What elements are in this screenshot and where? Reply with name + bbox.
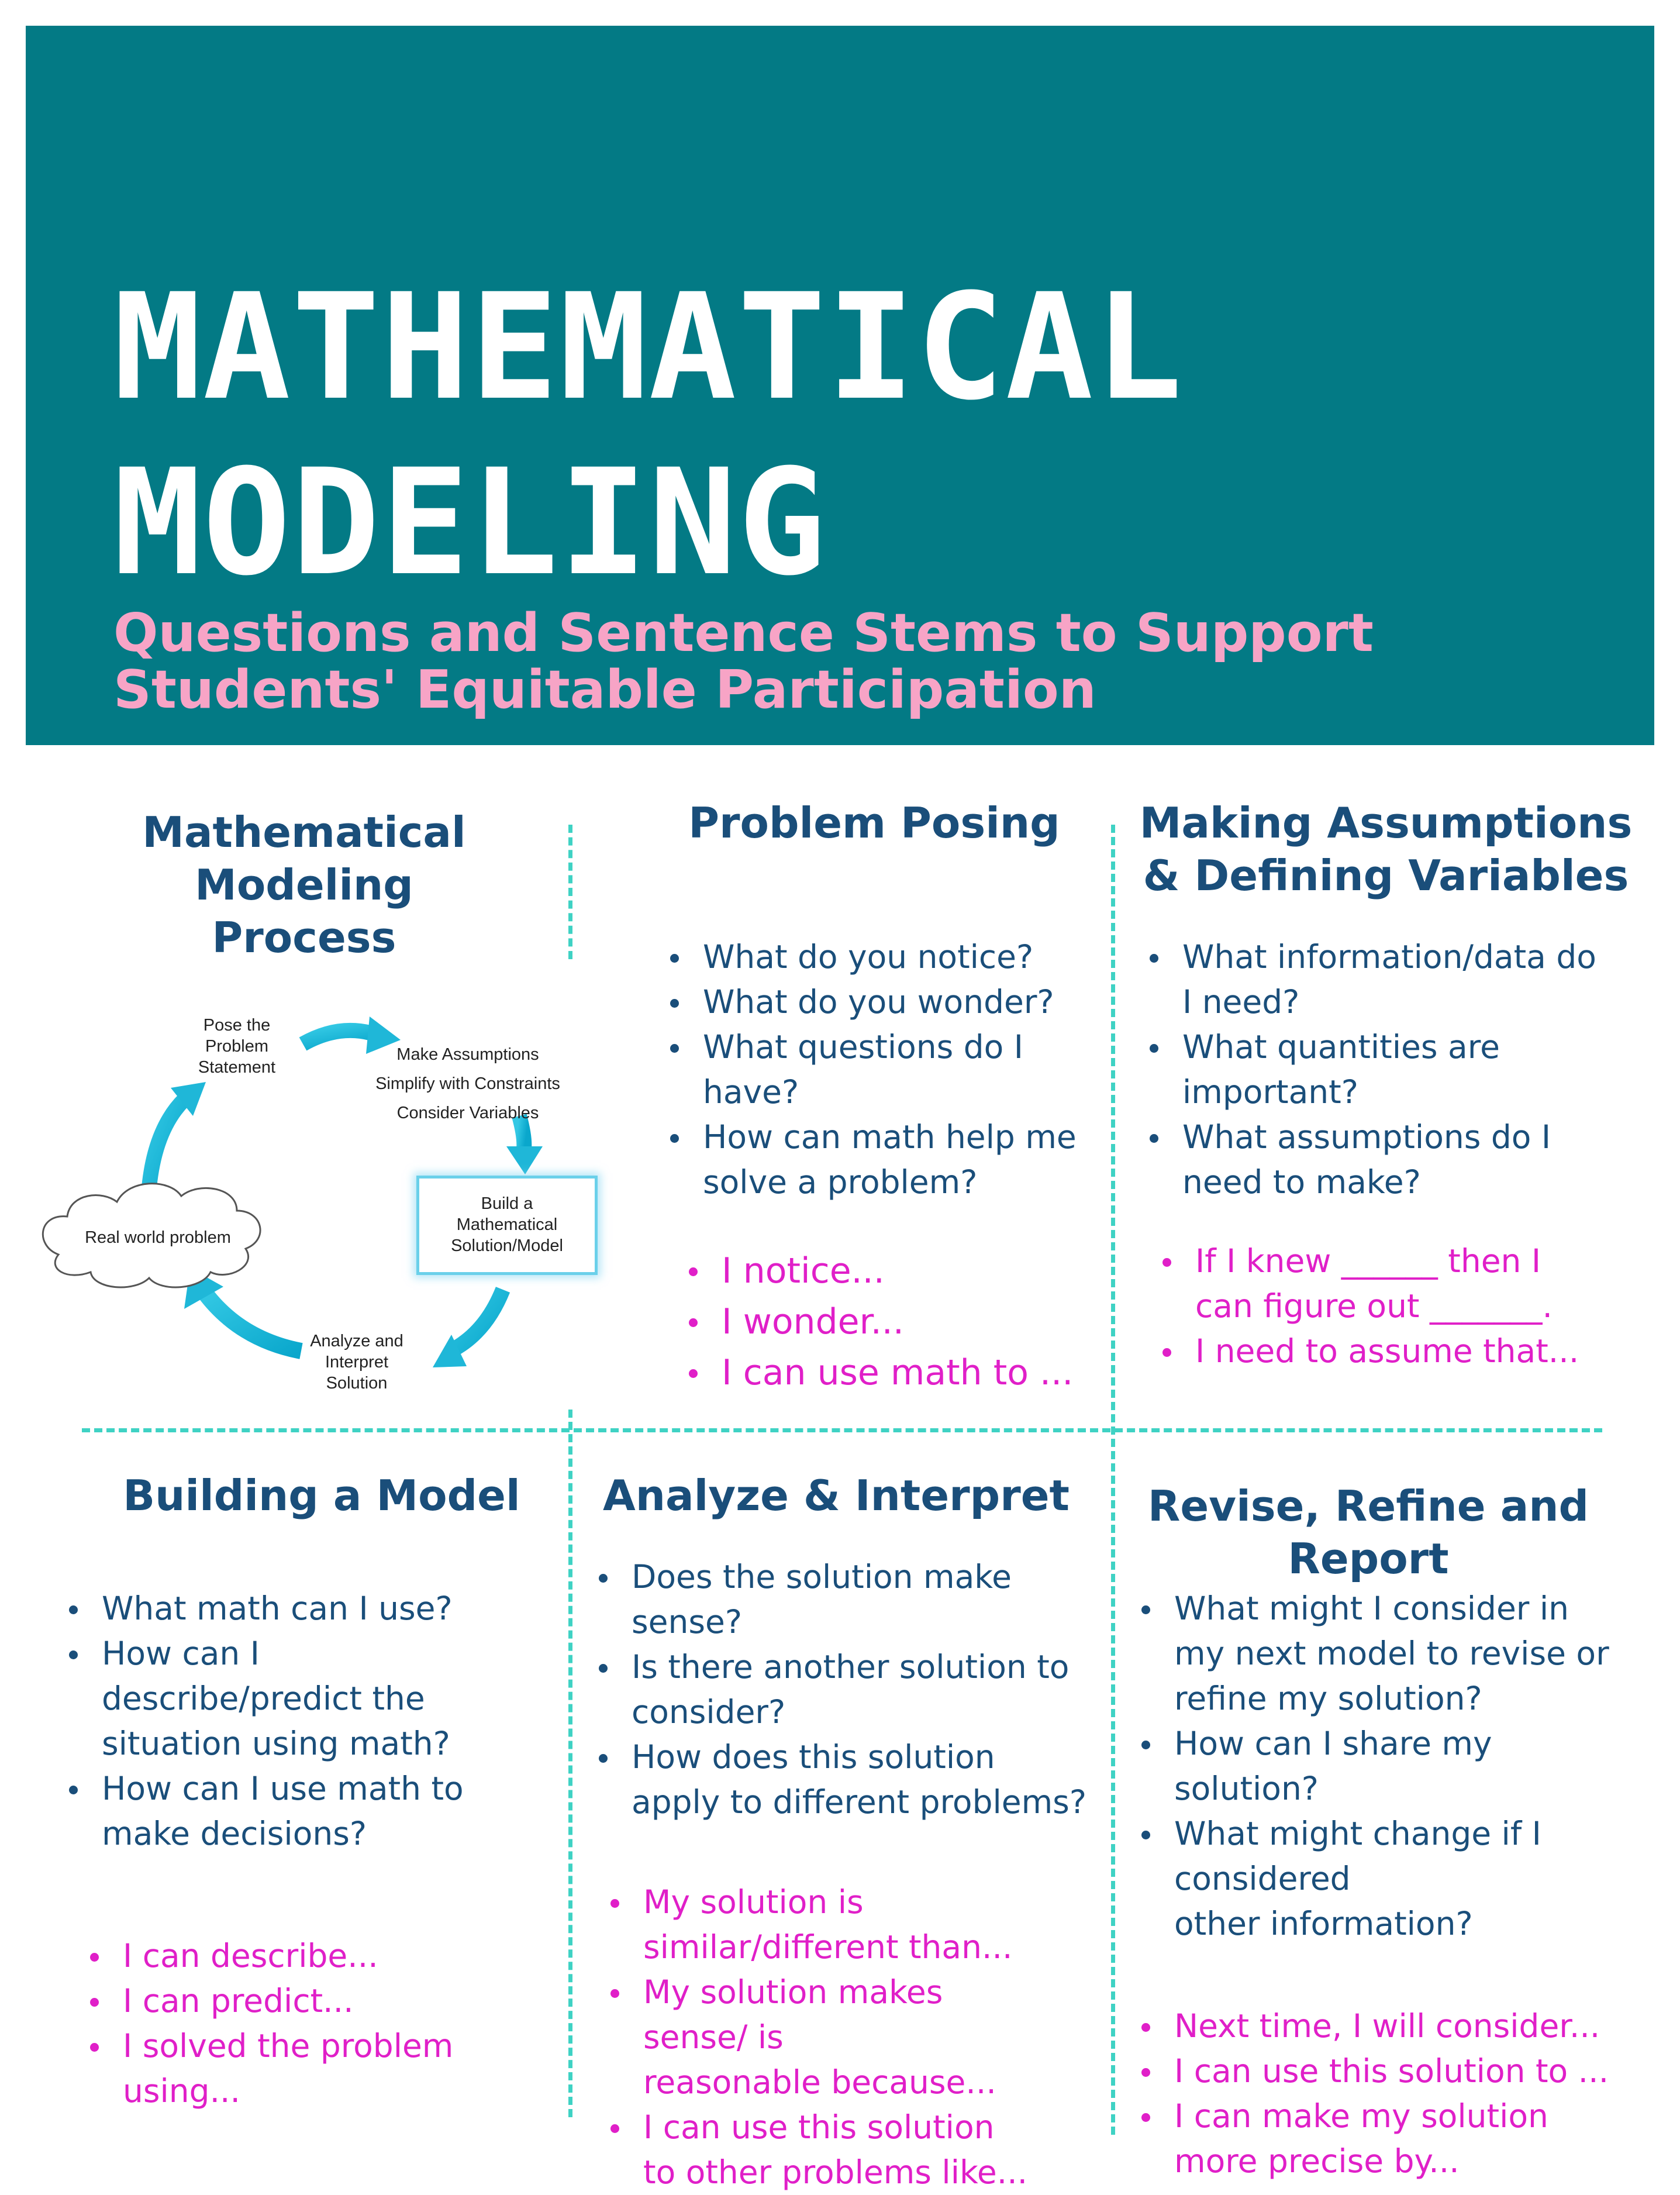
revise-heading-line-2: Report [1288,1534,1449,1583]
assumptions-question-1 [1146,935,1649,1025]
main-title [113,260,1184,611]
label-pose [184,1015,289,1078]
label-pose-line-3: Statement [198,1058,276,1077]
building-q3-line-2: make decisions? [102,1815,367,1852]
revise-stem-2 [1138,2049,1664,2094]
main-title-line-2: MODELING [113,437,827,608]
posing-heading: Problem Posing [688,798,1060,847]
label-analyze [292,1331,421,1394]
assumptions-heading-line-1: Making Assumptions [1139,798,1633,847]
label-assume-line-2: Simplify with Constraints [375,1074,560,1093]
label-build-line-1: Build a [481,1194,533,1213]
revise-s3-line-1: I can make my solution [1174,2097,1548,2135]
building-q2-line-1: How can I [102,1635,260,1672]
revise-question-1 [1138,1586,1664,1721]
assumptions-stems [1159,1239,1650,1374]
posing-q2-line-1: What do you wonder? [703,983,1054,1021]
posing-stem-3: I can use math to ... [685,1348,1118,1398]
building-s2-line-1: I can predict... [123,1982,354,2020]
revise-heading [1129,1480,1608,1585]
modeling-cycle-diagram [35,988,596,1410]
subtitle-line-1: Questions and Sentence Stems to Support [113,602,1374,664]
revise-questions [1138,1586,1664,1946]
divider-top-left [568,825,572,959]
revise-q1-line-1: What might I consider in [1174,1590,1569,1627]
analyze-questions [595,1555,1110,1825]
analyze-s1-line-2: similar/different than... [643,1928,1013,1966]
revise-s3-line-2: more precise by... [1174,2142,1460,2180]
revise-stem-1 [1138,2004,1664,2049]
label-pose-line-2: Problem [205,1037,268,1056]
building-s1-line-1: I can describe... [123,1937,378,1975]
analyze-q3-line-2: apply to different problems? [632,1783,1087,1821]
assumptions-stem-1 [1159,1239,1650,1329]
revise-question-2 [1138,1721,1664,1811]
revise-q1-line-2: my next model to revise or [1174,1635,1609,1672]
assumptions-question-2 [1146,1025,1649,1115]
building-question-1 [65,1586,557,1631]
label-analyze-line-1: Analyze and [310,1332,403,1350]
process-heading [82,806,526,964]
analyze-q2-line-2: consider? [632,1693,786,1731]
posing-stem-1: I notice... [685,1246,1118,1297]
analyze-q2-line-1: Is there another solution to [632,1648,1070,1686]
posing-q3-line-1: What questions do I [703,1028,1024,1066]
process-heading-line-3: Process [212,913,396,962]
assumptions-question-3 [1146,1115,1649,1205]
label-analyze-line-3: Solution [326,1374,388,1393]
posing-q4-line-1: How can math help me [703,1118,1077,1156]
posing-question-2 [667,980,1111,1025]
analyze-q3-line-1: How does this solution [632,1738,995,1776]
revise-s1-line-1: Next time, I will consider... [1174,2007,1600,2045]
process-heading-line-2: Modeling [195,860,413,909]
main-title-line-1: MATHEMATICAL [113,262,1184,432]
analyze-s3-line-2: to other problems like... [643,2153,1028,2191]
revise-q1-line-3: refine my solution? [1174,1680,1482,1717]
label-assume [345,1040,591,1128]
posing-q1-line-1: What do you notice? [703,938,1034,976]
analyze-heading: Analyze & Interpret [603,1471,1070,1520]
posing-question-4 [667,1115,1111,1205]
building-q2-line-2: describe/predict the [102,1680,425,1717]
analyze-s1-line-1: My solution is [643,1883,864,1921]
revise-q2-line-1: How can I share my [1174,1725,1492,1762]
arrow-real-to-pose [149,1082,206,1187]
label-build [419,1193,595,1256]
label-build-line-3: Solution/Model [451,1236,563,1255]
assumptions-q1-line-2: I need? [1182,983,1300,1021]
label-assume-line-3: Consider Variables [396,1104,539,1122]
divider-horizontal [82,1428,1602,1432]
building-q3-line-1: How can I use math to [102,1770,464,1807]
revise-stem-3 [1138,2094,1664,2184]
header-banner [26,26,1654,745]
posing-stems [685,1246,1118,1398]
building-question-2 [65,1631,557,1766]
assumptions-heading [1129,797,1643,902]
analyze-question-2 [595,1645,1110,1735]
revise-q3-line-1: What might change if I [1174,1815,1541,1852]
label-pose-line-1: Pose the [203,1016,271,1035]
analyze-stem-3 [607,2105,1110,2195]
building-question-3 [65,1766,557,1856]
revise-question-3 [1138,1811,1664,1946]
analyze-s2-line-3: reasonable because... [643,2063,996,2101]
posing-question-3 [667,1025,1111,1115]
label-real-world: Real world problem [85,1228,231,1247]
assumptions-s2-line-1: I need to assume that... [1195,1332,1579,1370]
assumptions-heading-line-2: & Defining Variables [1143,851,1629,900]
revise-heading-line-1: Revise, Refine and [1147,1481,1589,1531]
revise-q3-line-3: other information? [1174,1905,1473,1942]
analyze-s2-line-1: My solution makes [643,1973,943,2011]
revise-stems [1138,2004,1664,2184]
label-assume-line-1: Make Assumptions [396,1045,539,1064]
analyze-stem-1 [607,1880,1110,1970]
assumptions-q2-line-1: What quantities are [1182,1028,1500,1066]
building-questions [65,1586,557,1856]
building-s3-line-1: I solved the problem [123,2027,454,2065]
divider-middle-left [568,1410,572,2117]
building-s3-line-2: using... [123,2072,241,2110]
posing-questions [667,935,1111,1205]
revise-q3-line-2: considered [1174,1860,1351,1897]
analyze-question-3 [595,1735,1110,1825]
assumptions-stem-2 [1159,1329,1650,1374]
analyze-stems [607,1880,1110,2195]
posing-question-1 [667,935,1111,980]
building-stems [87,1934,554,2114]
divider-middle-right [1111,825,1115,2135]
label-build-line-2: Mathematical [456,1215,558,1234]
analyze-q1-line-1: Does the solution make [632,1558,1012,1596]
building-heading: Building a Model [123,1471,520,1520]
revise-q2-line-2: solution? [1174,1770,1319,1807]
label-analyze-line-2: Interpret [325,1353,388,1372]
revise-s2-line-1: I can use this solution to ... [1174,2052,1609,2090]
assumptions-q3-line-2: need to make? [1182,1163,1421,1201]
assumptions-q3-line-1: What assumptions do I [1182,1118,1551,1156]
assumptions-q2-line-2: important? [1182,1073,1358,1111]
posing-stem-2: I wonder... [685,1297,1118,1348]
arrow-build-to-analyze [433,1290,503,1367]
analyze-s2-line-2: sense/ is [643,2018,784,2056]
assumptions-q1-line-1: What information/data do [1182,938,1596,976]
assumptions-s1-line-1: If I knew ______ then I [1195,1242,1541,1280]
analyze-s3-line-1: I can use this solution [643,2108,995,2146]
analyze-q1-line-2: sense? [632,1603,743,1641]
subtitle-line-2: Students' Equitable Participation [113,659,1096,721]
analyze-question-1 [595,1555,1110,1645]
process-heading-line-1: Mathematical [142,808,466,857]
building-stem-1 [87,1934,554,1979]
building-q1-line-1: What math can I use? [102,1590,453,1627]
posing-q3-line-2: have? [703,1073,799,1111]
subtitle [113,602,1374,721]
posing-q4-line-2: solve a problem? [703,1163,978,1201]
building-stem-3 [87,2024,554,2114]
analyze-stem-2 [607,1970,1110,2105]
assumptions-questions [1146,935,1649,1205]
building-q2-line-3: situation using math? [102,1725,450,1762]
assumptions-s1-line-2: can figure out _______. [1195,1287,1553,1325]
building-stem-2 [87,1979,554,2024]
